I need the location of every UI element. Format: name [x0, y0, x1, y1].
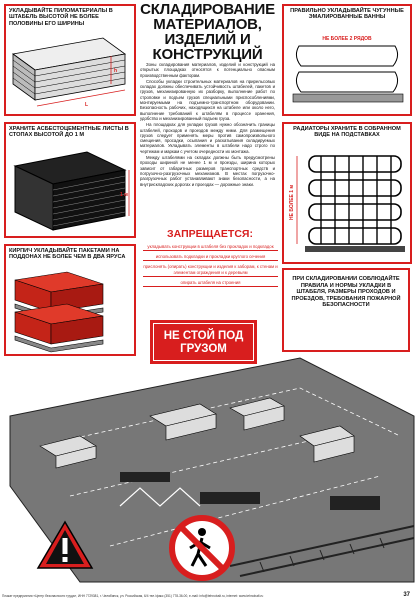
panel-bathtubs-caption: ПРАВИЛЬНО УКЛАДЫВАЙТЕ ЧУГУННЫЕ ЭМАЛИРОВАННЫЕ ВАННЫ: [290, 8, 404, 21]
forbidden-item: использовать подкладки и прокладки круглого сечения: [143, 254, 278, 261]
bathtubs-limit-label: НЕ БОЛЕЕ 2 РЯДОВ: [322, 36, 372, 42]
asbestos-sheets-illustration: [7, 144, 135, 236]
radiators-illustration: [285, 148, 411, 260]
safety-rules-box: ПРИ СКЛАДИРОВАНИИ СОБЛЮДАЙТЕ ПРАВИЛА И НОРМЫ УКЛАДКИ В ШТАБЕЛЯ, РАЗМЕРЫ ПРОХОДОВ И ПРОЕЗДОВ, ТРЕБОВАНИЯ ПОЖАРНОЙ БЕЗОПАСНОСТИ: [282, 268, 410, 352]
bathtubs-illustration: [285, 32, 411, 112]
panel-asbestos-caption: ХРАНИТЕ АСБЕСТОЦЕМЕНТНЫЕ ЛИСТЫ В СТОПАХ ВЫСОТОЙ ДО 1 М: [9, 126, 129, 139]
page-number: 37: [403, 592, 410, 598]
footer-publisher: Плакат предприятия «Центр безопасности труда», ИНН 7729381, г. Челябинск, ул. Российская, 6/4 тел./факс (351) 778-36-00, e-mail: info@tehnobalt.ru, internet: www.tehnobalt.ru: [2, 594, 264, 599]
radiators-height-label: НЕ БОЛЕЕ 1 м: [289, 184, 295, 220]
lumber-length-label: L: [85, 102, 89, 108]
lumber-height-label: h: [114, 68, 118, 74]
forbidden-item: опирать штабеля на строения: [143, 280, 278, 287]
lumber-stack-illustration: [7, 34, 135, 114]
body-paragraph: Способы укладки строительных материалов на прирельсовых складах должны обеспечивать устойчивость штабелей, пакетов и грузов, механизированную их разборку, выполнение работ по строповке и подъем грузов специальными приспособлениями, монтируемыми на подъемно-транспортном оборудовании. Безопасность рабочих, находящихся на штабеле или около него, выполнение требований к штабелям в процессе хранения, удобство и механизированный подъем груза.: [140, 78, 275, 121]
body-paragraph: Между штабелями на складах должны быть предусмотрены проходы шириной не менее 1 м и проезды, ширина которых зависит от габаритных размеров транспортных средств и погрузочно-разгрузочных механизмов. В местах погрузочно-разгрузочных работ устанавливают знаки безопасности, а на внутрискладских дорогах и проездах — дорожные знаки.: [140, 155, 275, 187]
panel-bathtubs: [282, 4, 412, 116]
no-walking-sign-icon: [168, 514, 236, 582]
panel-asbestos: [4, 122, 136, 238]
forbidden-item: прислонять (опирать) конструкции и изделия к заборам, к стенам и элементам ограждения и к деревьям: [143, 264, 278, 276]
asbestos-height-label: 1 м: [120, 192, 128, 198]
page-title: СКЛАДИРОВАНИЕ МАТЕРИАЛОВ, ИЗДЕЛИЙ И КОНСТРУКЦИЙ: [140, 1, 275, 63]
panel-radiators: [282, 122, 412, 264]
body-text: [140, 62, 275, 188]
body-paragraph: На площадках для укладки грузов нужно обозначить границы штабелей, проходов и проездов между ними. Для размещения грузов следует применять меры против самопроизвольного смещения, просадки, осыпания и раскатывания складируемых материалов. Укладывать элементы в штабели надо строго по чертежам и маркам с учетом очередности их монтажа.: [140, 122, 275, 154]
panel-lumber: [4, 4, 136, 116]
stop-under-load-sign: НЕ СТОЙ ПОД ГРУЗОМ: [150, 320, 257, 364]
forbidden-item: укладывать конструкции в штабеля без прокладок и подкладок: [143, 244, 278, 251]
forbidden-list: [143, 244, 278, 290]
forbidden-title: ЗАПРЕЩАЕТСЯ:: [167, 228, 253, 240]
panel-bricks-caption: КИРПИЧ УКЛАДЫВАЙТЕ ПАКЕТАМИ НА ПОДДОНАХ НЕ БОЛЕЕ ЧЕМ В ДВА ЯРУСА: [9, 248, 126, 261]
body-paragraph: Зоны складирования материалов, изделий и конструкций на открытых площадках относятся к потенциально опасным производственным факторам.: [140, 62, 275, 78]
panel-radiators-caption: РАДИАТОРЫ ХРАНИТЕ В СОБРАННОМ ВИДЕ НА ПОДСТАВКАХ: [293, 126, 401, 139]
warning-triangle-icon: [36, 520, 94, 570]
panel-lumber-caption: УКЛАДЫВАЙТЕ ПИЛОМАТЕРИАЛЫ В ШТАБЕЛЬ ВЫСОТОЙ НЕ БОЛЕЕ ПОЛОВИНЫ ЕГО ШИРИНЫ: [9, 8, 113, 27]
